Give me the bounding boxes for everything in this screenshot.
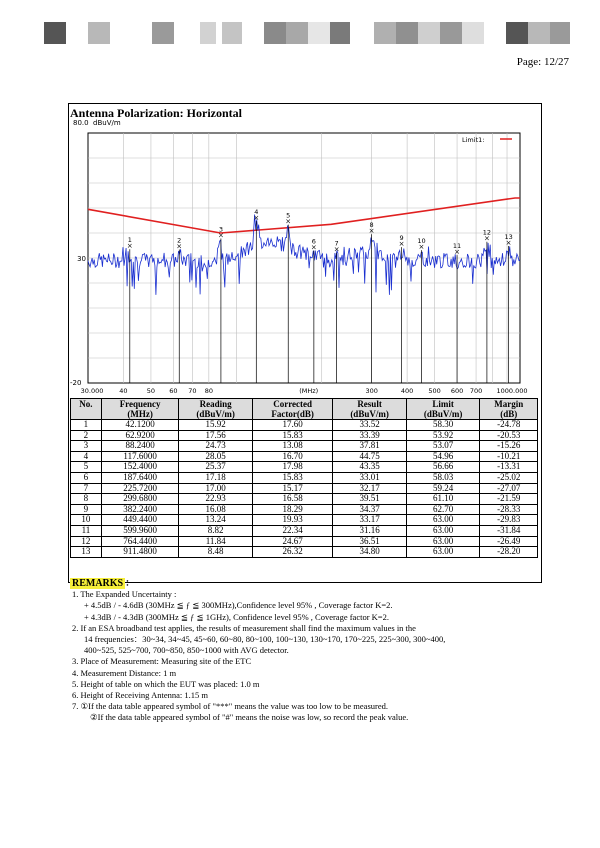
table-cell: 59.24: [406, 483, 480, 494]
table-cell: 13: [71, 547, 102, 558]
redaction-block: [222, 22, 242, 44]
table-cell: 117.6000: [101, 451, 179, 462]
header-line-2: Factor(dB): [271, 409, 314, 419]
table-cell: 25.37: [179, 462, 253, 473]
marker-x: ×: [217, 231, 224, 240]
table-cell: -13.31: [480, 462, 538, 473]
column-header: [333, 399, 407, 420]
table-cell: 764.4400: [101, 536, 179, 547]
table-cell: 9: [71, 504, 102, 515]
table-cell: 63.00: [406, 547, 480, 558]
table-cell: 13.08: [252, 441, 332, 452]
redaction-block: [506, 22, 528, 44]
plot-title: Antenna Polarization: Horizontal: [70, 106, 242, 120]
header-line-1: Corrected: [273, 399, 313, 409]
table-cell: 16.58: [252, 494, 332, 505]
x-tick-label: 300: [365, 387, 378, 395]
column-header: [480, 399, 538, 420]
header-line-2: [73, 409, 99, 419]
remark-line: 1. The Expanded Uncertainty :: [72, 589, 177, 600]
results-table: [70, 398, 538, 558]
table-cell: 33.52: [333, 420, 407, 431]
table-cell: 53.07: [406, 441, 480, 452]
marker-x: ×: [333, 245, 340, 254]
remark-line: 5. Height of table on which the EUT was placed: 1.0 m: [72, 678, 260, 689]
table-cell: 62.9200: [101, 430, 179, 441]
marker-label: 6: [311, 237, 316, 246]
x-tick-label: 400: [400, 387, 414, 395]
redaction-block: [418, 22, 440, 44]
table-cell: 12: [71, 536, 102, 547]
header-line-2: (dBuV/m): [196, 409, 235, 419]
x-tick-label: 700: [469, 387, 483, 395]
table-cell: 56.66: [406, 462, 480, 473]
header-line-2: (MHz): [127, 409, 153, 419]
y-top-value: 80.0: [73, 119, 89, 127]
column-header: [179, 399, 253, 420]
marker-label: 8: [369, 221, 374, 230]
table-cell: 3: [71, 441, 102, 452]
column-header: [101, 399, 179, 420]
table-row: [71, 441, 538, 452]
table-cell: 17.98: [252, 462, 332, 473]
marker-x: ×: [398, 240, 405, 249]
marker-x: ×: [310, 243, 317, 252]
marker-x: ×: [505, 239, 512, 247]
y-tick-label: 30: [77, 255, 86, 263]
table-cell: -15.26: [480, 441, 538, 452]
table-cell: 37.81: [333, 441, 407, 452]
table-cell: 58.03: [406, 472, 480, 483]
marker-label: 11: [452, 242, 462, 251]
marker-x: ×: [454, 248, 460, 257]
table-row: [71, 515, 538, 526]
y-unit-label: dBuV/m: [93, 119, 121, 127]
x-tick-label: 80: [204, 387, 213, 395]
marker-x: ×: [483, 234, 490, 243]
table-cell: -31.84: [480, 525, 538, 536]
x-tick-label: 30.000: [80, 387, 104, 395]
table-row: [71, 504, 538, 515]
remark-line: 6. Height of Receiving Antenna: 1.15 m: [72, 690, 208, 701]
table-cell: 15.92: [179, 420, 253, 431]
table-cell: 152.4000: [101, 462, 179, 473]
table-cell: 34.80: [333, 547, 407, 558]
table-cell: 19.93: [252, 515, 332, 526]
table-cell: 17.00: [179, 483, 253, 494]
table-cell: 61.10: [406, 494, 480, 505]
table-cell: 32.17: [333, 483, 407, 494]
remark-line: 14 frequencies：30~34, 34~45, 45~60, 60~80, 80~100, 100~130, 130~170, 170~225, 225~300, 300~400,: [84, 634, 446, 645]
header-line-1: No.: [79, 399, 93, 409]
table-cell: 36.51: [333, 536, 407, 547]
x-tick-label: 70: [188, 387, 197, 395]
table-row: [71, 420, 538, 431]
table-cell: 63.00: [406, 536, 480, 547]
table-cell: 33.39: [333, 430, 407, 441]
table-cell: 2: [71, 430, 102, 441]
table-cell: 54.96: [406, 451, 480, 462]
x-tick-label: 60: [169, 387, 178, 395]
redaction-block: [286, 22, 308, 44]
table-cell: 53.92: [406, 430, 480, 441]
table-cell: 4: [71, 451, 102, 462]
redaction-block: [528, 22, 550, 44]
table-cell: 17.18: [179, 472, 253, 483]
emission-plot: [68, 103, 540, 403]
header-line-2: (dBuV/m): [350, 409, 389, 419]
table-row: [71, 494, 538, 505]
marker-x: ×: [368, 227, 375, 236]
table-cell: 6: [71, 472, 102, 483]
table-cell: 10: [71, 515, 102, 526]
table-row: [71, 451, 538, 462]
table-cell: -25.02: [480, 472, 538, 483]
remark-line: 2. If an ESA broadband test applies, the results of measurement shall find the maximum values in the: [72, 622, 416, 633]
table-cell: 8.82: [179, 525, 253, 536]
redaction-block: [462, 22, 484, 44]
header-line-1: Frequency: [119, 399, 161, 409]
table-cell: 911.4800: [101, 547, 179, 558]
marker-label: 9: [399, 234, 404, 243]
table-cell: -10.21: [480, 451, 538, 462]
redaction-block: [396, 22, 418, 44]
x-tick-label: 1000.000: [496, 387, 528, 395]
remark-line: 7. ①If the data table appeared symbol of "***" means the value was too low to be measured.: [72, 701, 388, 712]
table-cell: -27.07: [480, 483, 538, 494]
redaction-block: [88, 22, 110, 44]
table-cell: -28.33: [480, 504, 538, 515]
marker-x: ×: [176, 242, 183, 251]
table-cell: -21.59: [480, 494, 538, 505]
legend-label: Limit1:: [462, 136, 485, 144]
table-cell: 11: [71, 525, 102, 536]
table-cell: 8: [71, 494, 102, 505]
table-cell: 39.51: [333, 494, 407, 505]
table-cell: 18.29: [252, 504, 332, 515]
remark-line: 4. Measurement Distance: 1 m: [72, 667, 177, 678]
redaction-block: [330, 22, 350, 44]
table-row: [71, 462, 538, 473]
remarks-title: REMARKS: [72, 578, 124, 589]
table-cell: -26.49: [480, 536, 538, 547]
table-cell: 16.08: [179, 504, 253, 515]
redacted-header-logo: [0, 22, 600, 44]
redaction-block: [374, 22, 396, 44]
redaction-block: [152, 22, 174, 44]
redaction-block: [264, 22, 286, 44]
table-cell: 63.00: [406, 515, 480, 526]
marker-label: 3: [218, 225, 223, 234]
table-cell: 28.05: [179, 451, 253, 462]
remarks-colon: ：: [125, 578, 136, 589]
marker-label: 1: [127, 236, 132, 245]
table-cell: -28.20: [480, 547, 538, 558]
marker-x: ×: [285, 217, 292, 226]
table-cell: 15.17: [252, 483, 332, 494]
table-cell: 15.83: [252, 430, 332, 441]
x-tick-label: (MHz): [299, 387, 319, 395]
table-cell: 5: [71, 462, 102, 473]
header-line-1: Result: [357, 399, 382, 409]
redaction-block: [440, 22, 462, 44]
table-row: [71, 536, 538, 547]
table-cell: 17.56: [179, 430, 253, 441]
remark-line: + 4.3dB / - 4.3dB (300MHz ≦ ƒ ≦ 1GHz), Confidence level 95% , Coverage factor K=2.: [84, 611, 389, 622]
table-cell: 225.7200: [101, 483, 179, 494]
table-cell: 599.9600: [101, 525, 179, 536]
table-cell: 8.48: [179, 547, 253, 558]
table-cell: 22.93: [179, 494, 253, 505]
x-tick-label: 500: [428, 387, 441, 395]
table-cell: 7: [71, 483, 102, 494]
remark-line: + 4.5dB / - 4.6dB (30MHz ≦ ƒ ≦ 300MHz),Confidence level 95% , Coverage factor K=2.: [84, 600, 393, 611]
page-number: Page: 12/27: [516, 56, 569, 68]
table-cell: 24.73: [179, 441, 253, 452]
redaction-block: [200, 22, 216, 44]
table-cell: 11.84: [179, 536, 253, 547]
remarks-heading: [70, 578, 540, 589]
table-cell: 15.83: [252, 472, 332, 483]
marker-x: ×: [253, 214, 260, 223]
remark-line: 3. Place of Measurement: Measuring site of the ETC: [72, 656, 252, 667]
table-row: [71, 547, 538, 558]
column-header: [252, 399, 332, 420]
table-cell: 24.67: [252, 536, 332, 547]
table-row: [71, 430, 538, 441]
table-cell: 43.35: [333, 462, 407, 473]
table-cell: 13.24: [179, 515, 253, 526]
marker-label: 5: [286, 211, 291, 220]
y-tick-label: -20: [70, 379, 82, 387]
table-cell: 62.70: [406, 504, 480, 515]
table-cell: 33.17: [333, 515, 407, 526]
header-line-1: Limit: [432, 399, 454, 409]
table-cell: 33.01: [333, 472, 407, 483]
table-cell: 1: [71, 420, 102, 431]
table-cell: -24.78: [480, 420, 538, 431]
x-tick-label: 40: [119, 387, 128, 395]
marker-x: ×: [126, 242, 133, 251]
table-cell: 187.6400: [101, 472, 179, 483]
header-line-2: (dB): [500, 409, 518, 419]
redaction-block: [550, 22, 570, 44]
table-cell: 382.2400: [101, 504, 179, 515]
column-header: [406, 399, 480, 420]
table-cell: 16.70: [252, 451, 332, 462]
marker-label: 4: [254, 208, 259, 217]
marker-label: 10: [417, 237, 426, 246]
remark-line: 400~525, 525~700, 700~850, 850~1000 with AVG detector.: [84, 645, 289, 656]
table-cell: 17.60: [252, 420, 332, 431]
table-cell: -29.83: [480, 515, 538, 526]
table-row: [71, 472, 538, 483]
table-cell: 44.75: [333, 451, 407, 462]
table-cell: 26.32: [252, 547, 332, 558]
marker-x: ×: [418, 243, 425, 252]
marker-label: 2: [177, 236, 182, 245]
table-cell: -20.53: [480, 430, 538, 441]
table-header-row: [71, 399, 538, 420]
marker-label: 7: [334, 239, 339, 248]
remarks-section: [70, 578, 540, 724]
table-cell: 31.16: [333, 525, 407, 536]
header-line-1: Reading: [199, 399, 232, 409]
table-cell: 63.00: [406, 525, 480, 536]
marker-label: 12: [482, 228, 492, 237]
table-cell: 42.1200: [101, 420, 179, 431]
table-row: [71, 483, 538, 494]
table-row: [71, 525, 538, 536]
redaction-block: [308, 22, 330, 44]
header-line-2: (dBuV/m): [423, 409, 463, 419]
column-header: [71, 399, 102, 420]
table-cell: 34.37: [333, 504, 407, 515]
table-cell: 299.6800: [101, 494, 179, 505]
table-cell: 58.30: [406, 420, 480, 431]
table-cell: 22.34: [252, 525, 332, 536]
header-line-1: Margin: [494, 399, 524, 409]
remark-line: ②If the data table appeared symbol of "#" means the noise was low, so record the peak value.: [90, 712, 409, 723]
table-cell: 449.4400: [101, 515, 179, 526]
x-tick-label: 600: [450, 387, 464, 395]
redaction-block: [44, 22, 66, 44]
x-tick-label: 50: [146, 387, 156, 395]
marker-label: 13: [504, 233, 513, 241]
table-cell: 88.2400: [101, 441, 179, 452]
